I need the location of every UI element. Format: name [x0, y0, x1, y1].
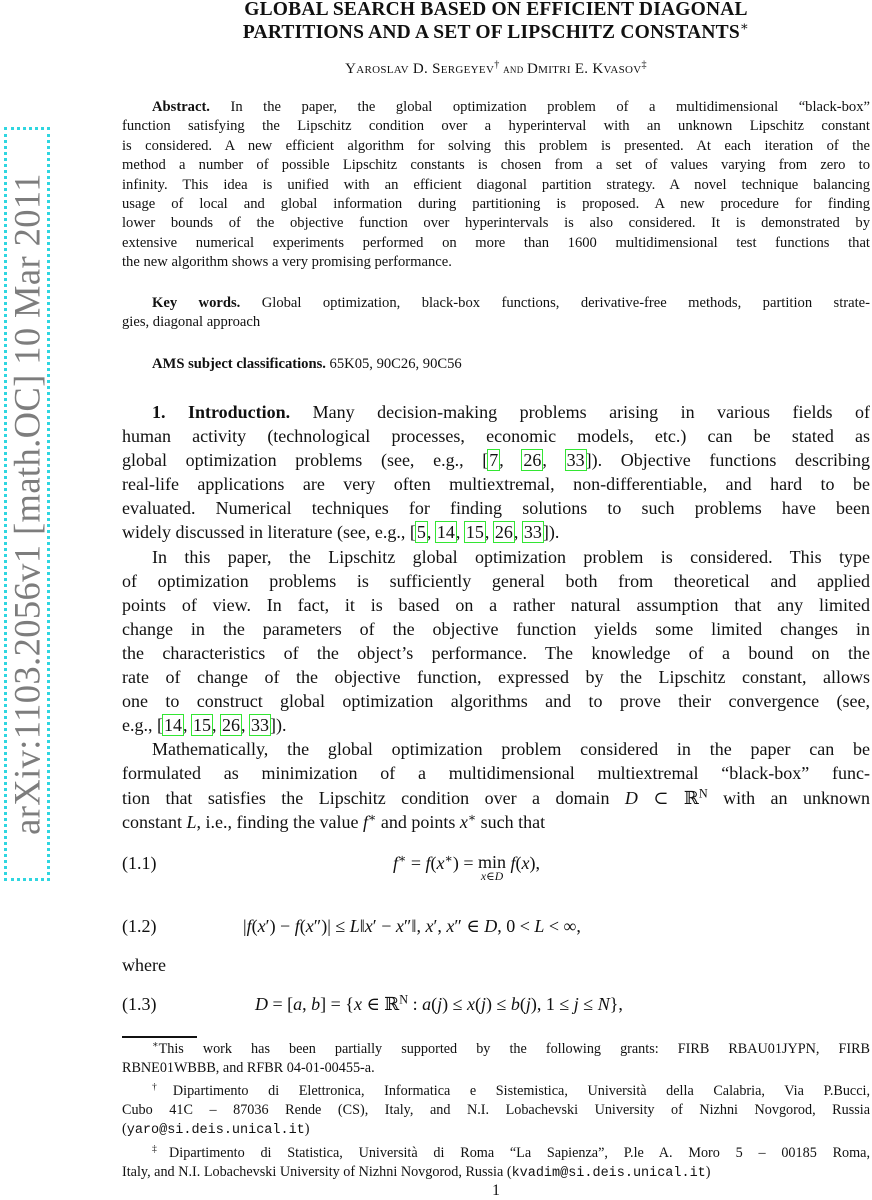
text-run: the new algorithm shows a very promising performance. — [122, 254, 452, 271]
citation-link[interactable]: 33 — [250, 715, 269, 736]
bold-label: Abstract. — [152, 99, 210, 115]
text-run: widely discussed in literature (see, e.g., [ — [122, 522, 416, 543]
superscript: ∗ — [152, 1039, 159, 1051]
text-line — [122, 1040, 870, 1059]
math-symbol: a — [422, 994, 432, 1014]
text-run: ]). — [269, 715, 287, 736]
text-run: tion that satisfies the Lipschitz condition over a domain — [122, 787, 625, 808]
math-symbol: f — [294, 916, 300, 936]
text-run: ), 1 ≤ — [530, 994, 574, 1014]
text-run: e.g., [ — [122, 715, 163, 736]
paragraph — [122, 98, 870, 273]
text-line — [122, 176, 870, 195]
citation-link[interactable]: 33 — [566, 450, 585, 471]
text-run: ″)| ≤ — [313, 916, 350, 936]
text-run: Dipartimento di Statistica, Università di Roma “La Sapienza”, P.le A. Moro 5 – 00185 Roma, — [169, 1145, 871, 1161]
text-line — [122, 810, 870, 834]
text-run: Global optimization, black-box functions, derivative-free methods, partition strate- — [240, 295, 870, 311]
text-line — [122, 98, 870, 117]
equation-label: (1.3) — [122, 994, 157, 1014]
text-run: function satisfying the Lipschitz condition over a hyperinterval with an unknown Lipschitz constant — [122, 118, 870, 135]
superscript: † — [152, 1081, 173, 1093]
math-symbol: D — [484, 916, 498, 936]
math-symbol: x — [305, 916, 314, 936]
paragraph — [122, 737, 870, 833]
math-symbol: D — [624, 787, 638, 808]
text-line — [122, 689, 870, 713]
text-line — [122, 214, 870, 233]
where-text: where — [122, 955, 166, 975]
citation-link[interactable]: 7 — [489, 450, 499, 471]
text-run: = [ — [268, 994, 294, 1014]
equation-1-2 — [243, 916, 581, 937]
superscript: ∗ — [467, 809, 477, 824]
author-footnote-mark: ‡ — [641, 59, 647, 71]
superscript: ‡ — [152, 1143, 170, 1155]
text-run: ( — [122, 1121, 127, 1137]
text-run: global optimization problems (see, e.g., [ — [122, 450, 489, 471]
citation-link[interactable]: 26 — [494, 522, 513, 543]
text-line — [122, 448, 870, 472]
math-symbol: j — [481, 994, 487, 1014]
text-line — [122, 1059, 870, 1078]
text-run: change in the parameters of the objective function yields some limited changes in — [122, 618, 870, 639]
text-run: ) ≤ — [486, 994, 511, 1014]
text-run: , — [542, 450, 566, 471]
email-address: kvadim@si.deis.unical.it — [511, 1166, 706, 1181]
math-symbol: L — [534, 916, 545, 936]
text-run: ⊂ ℝ — [637, 787, 699, 808]
math-symbol: D — [255, 994, 268, 1014]
text-run: ) ≤ — [442, 994, 467, 1014]
citation-link[interactable]: 14 — [436, 522, 455, 543]
text-run: In the paper, the global optimization problem of a multidimensional “black-box” — [209, 99, 870, 115]
math-symbol: x — [436, 853, 445, 873]
text-run: , — [455, 522, 465, 543]
text-line — [122, 137, 870, 156]
text-run: , 0 < — [497, 916, 535, 936]
text-run: formulated as minimization of a multidimensional multiextremal “black-box” func- — [122, 763, 870, 784]
text-line — [122, 313, 870, 332]
citation-link[interactable]: 33 — [523, 522, 542, 543]
math-symbol: f — [362, 811, 368, 832]
citation-link[interactable]: 15 — [192, 715, 211, 736]
text-run: In this paper, the Lipschitz global optimization problem is considered. This type — [152, 546, 870, 567]
text-run: , — [182, 715, 192, 736]
text-run: 65K05, 90C26, 90C56 — [325, 356, 462, 372]
text-run: ( — [431, 994, 438, 1014]
text-line — [122, 737, 870, 761]
text-line — [122, 713, 870, 737]
text-run: This work has been partially supported by the following grants: FIRB RBAU01JYPN, FIRB — [158, 1041, 870, 1057]
abstract — [122, 98, 870, 273]
text-run: RBNE01WBBB, and RFBR 04-01-00455-a. — [122, 1060, 375, 1076]
paragraph — [122, 294, 870, 333]
text-run: ( — [519, 994, 526, 1014]
text-run: lower bounds of the objective function over hyperintervals is also considered. It is demonstrated by — [122, 215, 870, 232]
text-line — [122, 195, 870, 214]
text-line — [122, 424, 870, 448]
text-run: gies, diagonal approach — [122, 314, 261, 331]
text-line — [122, 786, 870, 810]
text-run: Many decision-making problems arising in various fields of — [290, 402, 870, 422]
text-line — [122, 234, 870, 253]
paragraph — [122, 545, 870, 738]
equation-label: (1.1) — [122, 853, 157, 873]
text-line — [122, 641, 870, 665]
text-run: }, — [609, 994, 623, 1014]
text-run: , — [426, 522, 436, 543]
min-text: min — [478, 852, 507, 872]
text-run: ), — [529, 853, 541, 873]
text-run: , i.e., finding the value — [196, 811, 363, 832]
math-symbol: f — [425, 853, 431, 873]
text-run: ) — [705, 1164, 711, 1180]
text-line — [122, 545, 870, 569]
equation-1-3 — [255, 994, 623, 1015]
text-run: = — [406, 853, 426, 873]
math-symbol: a — [293, 994, 303, 1014]
math-symbol: b — [311, 994, 321, 1014]
math-symbol: f — [510, 853, 516, 873]
text-run: < ∞, — [544, 916, 581, 936]
title-line-1: GLOBAL SEARCH BASED ON EFFICIENT DIAGONAL — [244, 0, 748, 20]
text-run: ) = — [452, 853, 478, 873]
citation-link[interactable]: 26 — [221, 715, 240, 736]
math-symbol: j — [437, 994, 443, 1014]
text-run: ′) − — [265, 916, 295, 936]
footnote — [122, 1082, 870, 1140]
authors — [122, 61, 870, 78]
math-symbol: L — [349, 916, 360, 936]
text-run: ‖ — [359, 916, 365, 936]
text-line — [122, 1144, 870, 1163]
text-line — [122, 593, 870, 617]
text-run: , — [302, 994, 312, 1014]
min-subscript: x∈D — [480, 870, 504, 883]
text-run: Italy, and N.I. Lobachevski University of Nizhni Novgorod, Russia ( — [122, 1164, 512, 1180]
authors-conjunction: and — [499, 62, 527, 76]
math-symbol: f — [393, 853, 399, 873]
math-symbol: N — [597, 994, 610, 1014]
math-symbol: L — [186, 811, 197, 832]
title-footnote-mark: ∗ — [739, 18, 750, 34]
author-footnote-mark: † — [494, 59, 500, 71]
author-name: Yaroslav D. Sergeyev — [345, 61, 495, 77]
math-symbol: x — [521, 853, 530, 873]
text-run: ( — [475, 994, 481, 1014]
text-run: ″‖, — [403, 916, 426, 936]
text-run: human activity (technological processes, economic models, etc.) can be stated as — [122, 426, 870, 447]
text-run: usage of local and global information during partitioning is proposed. A new procedure for finding — [122, 196, 870, 213]
text-run: ′ − — [372, 916, 396, 936]
math-symbol: x — [395, 916, 404, 936]
text-run: and points — [376, 811, 460, 832]
text-line — [122, 496, 870, 520]
text-run: , — [513, 522, 523, 543]
footnote — [122, 1144, 870, 1183]
citation-link[interactable]: 26 — [523, 450, 542, 471]
citation-link[interactable]: 15 — [465, 522, 484, 543]
math-symbol: x — [364, 916, 373, 936]
equation-1-1 — [393, 853, 540, 883]
text-run: ∈ ℝ — [361, 994, 400, 1014]
text-run: method a number of possible Lipschitz constants is chosen from a set of values varying from zero to — [122, 157, 870, 174]
title-line-2: PARTITIONS AND A SET OF LIPSCHITZ CONSTANTS — [242, 22, 740, 43]
equation-label: (1.2) — [122, 916, 157, 936]
text-run: real-life applications are very often multiextremal, non-differentiable, and hard to be — [122, 474, 870, 495]
text-run: with an unknown — [707, 787, 870, 808]
text-run: , — [211, 715, 221, 736]
text-run: points of view. In fact, it is based on a rather natural assumption that any limited — [122, 594, 870, 615]
math-symbol: x — [257, 916, 266, 936]
footnote-rule — [122, 1036, 197, 1038]
arxiv-identifier: arXiv:1103.2056v1 [math.OC] 10 Mar 2011 — [6, 173, 48, 835]
math-symbol: j — [525, 994, 531, 1014]
superscript: ∗ — [444, 851, 453, 866]
footnotes — [122, 1040, 870, 1187]
text-line — [122, 156, 870, 175]
math-symbol: x — [353, 994, 362, 1014]
superscript: N — [399, 992, 409, 1007]
ams-classifications — [122, 355, 870, 374]
text-run: the characteristics of the object’s performance. The knowledge of a bound on the — [122, 642, 870, 663]
text-run: ( — [515, 853, 522, 873]
text-line — [122, 1101, 870, 1120]
text-run: ) — [304, 1121, 310, 1137]
text-run: | — [243, 916, 247, 936]
footnote — [122, 1040, 870, 1078]
text-run: one to construct global optimization algorithms and to prove their convergence (see, — [122, 691, 870, 712]
text-run: ]). Objective functions describing — [585, 450, 871, 471]
text-run: infinity. This idea is unified with an efficient diagonal partition strategy. A novel technique balancing — [122, 176, 870, 193]
text-run: , — [240, 715, 250, 736]
text-run: ( — [251, 916, 258, 936]
bold-label: Key words. — [152, 295, 241, 311]
text-line — [122, 355, 870, 374]
text-run: Cubo 41C – 87036 Rende (CS), Italy, and N.I. Lobachevski University of Nizhni Novgorod, Russia — [122, 1102, 870, 1118]
text-line — [122, 665, 870, 689]
page-number: 1 — [492, 1182, 500, 1199]
text-run: Mathematically, the global optimization problem considered in the paper can be — [152, 739, 870, 760]
text-run: ″ ∈ — [454, 916, 485, 936]
superscript: ∗ — [368, 809, 377, 824]
text-run: is considered. A new efficient algorithm for solving this problem is presented. At each iteration of the — [122, 137, 870, 154]
text-run: ′, — [433, 916, 447, 936]
superscript: ∗ — [398, 851, 407, 866]
key-words — [122, 294, 870, 333]
text-run: : — [408, 994, 423, 1014]
text-run: Dipartimento di Elettronica, Informatica e Sistemistica, Università della Calabria, Via P.Bucci, — [172, 1083, 870, 1099]
text-line — [122, 1082, 870, 1101]
text-run: extensive numerical experiments performed on more than 1600 multidimensional test functions that — [122, 234, 870, 251]
text-run: ]). — [542, 522, 560, 543]
text-run: ( — [299, 916, 306, 936]
min-operator — [478, 853, 506, 883]
paper-title — [122, 0, 870, 44]
math-symbol: x — [446, 916, 455, 936]
bold-label: 1. Introduction. — [152, 402, 291, 422]
email-address: yaro@si.deis.unical.it — [126, 1123, 305, 1138]
superscript: N — [698, 785, 708, 800]
math-symbol: j — [573, 994, 579, 1014]
math-symbol: b — [510, 994, 520, 1014]
paragraph — [122, 400, 870, 545]
citation-link[interactable]: 5 — [416, 522, 426, 543]
text-run: ≤ — [578, 994, 598, 1014]
text-line — [122, 1120, 870, 1140]
text-run: , — [499, 450, 523, 471]
text-line — [122, 294, 870, 313]
text-line — [122, 617, 870, 641]
math-symbol: x — [425, 916, 434, 936]
paragraph — [122, 355, 870, 374]
text-run: constant — [122, 811, 187, 832]
text-line — [122, 569, 870, 593]
text-run: , — [484, 522, 494, 543]
author-name: Dmitri E. Kvasov — [526, 61, 642, 77]
math-symbol: x — [459, 811, 468, 832]
text-line — [122, 1163, 870, 1183]
math-symbol: f — [246, 916, 252, 936]
citation-link[interactable]: 14 — [163, 715, 182, 736]
text-line — [122, 761, 870, 785]
text-line — [122, 400, 870, 424]
text-line — [122, 472, 870, 496]
math-symbol: x — [467, 994, 475, 1014]
text-run: rate of change of the objective function, expressed by the Lipschitz constant, allows — [122, 667, 870, 688]
text-run: ] = { — [320, 994, 354, 1014]
text-run: evaluated. Numerical techniques for finding solutions to such problems have been — [122, 498, 870, 519]
text-line — [122, 253, 870, 272]
text-run: ( — [430, 853, 437, 873]
text-run: such that — [476, 811, 546, 832]
introduction-section — [122, 400, 870, 834]
text-line — [122, 117, 870, 136]
text-run: of optimization problems is sufficiently general both from theoretical and applied — [122, 570, 870, 591]
arxiv-stamp — [4, 127, 50, 881]
bold-label: AMS subject classifications. — [152, 356, 326, 372]
text-line — [122, 520, 870, 544]
